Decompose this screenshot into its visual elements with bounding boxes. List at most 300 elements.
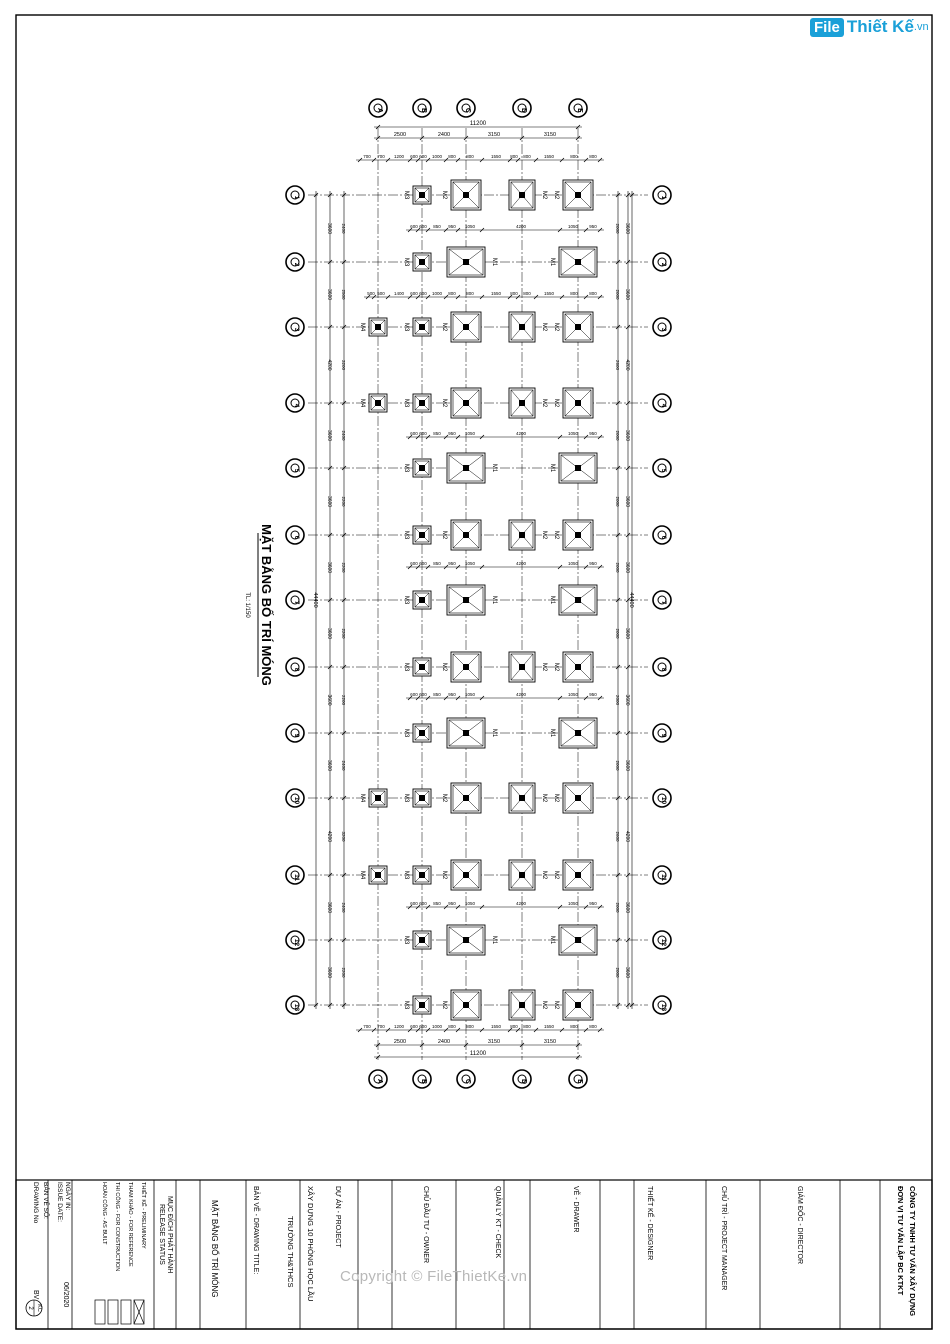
column-section — [463, 532, 469, 538]
tb-release-checkbox — [95, 1300, 105, 1324]
column-section — [519, 192, 525, 198]
footing-label: M3 — [403, 1000, 409, 1010]
dim-text: 850 — [433, 561, 441, 566]
column-section — [419, 192, 425, 198]
dim-text: 700 — [377, 154, 385, 159]
tb-release-option: THAM KHẢO - FOR REFERENCE — [127, 1182, 133, 1267]
plan-title: MẶT BẰNG BỐ TRÍ MÓNG — [259, 524, 274, 686]
footing-label: M3 — [403, 595, 409, 605]
footing-label: M1 — [491, 935, 497, 945]
dim-text: 800 — [523, 291, 531, 296]
column-section — [575, 597, 581, 603]
footing-label: M1 — [549, 463, 555, 473]
dim-text: 800 — [448, 1024, 456, 1029]
footing-label: M3 — [403, 463, 409, 473]
column-section — [375, 400, 381, 406]
axis-label-row: 5 — [293, 468, 300, 473]
axis-label-col: D — [520, 107, 527, 114]
dim-text: 1050 — [464, 561, 476, 566]
column-section — [419, 795, 425, 801]
tb-company: CÔNG TY TNHH TƯ VẤN XÂY DỰNG — [908, 1186, 917, 1317]
dim-text: 800 — [570, 291, 578, 296]
footing-label: M2 — [541, 870, 547, 880]
dim-text: 2600 — [615, 831, 620, 842]
axis-label-row: 2 — [660, 262, 667, 267]
dim-text: 800 — [523, 154, 531, 159]
column-section — [519, 324, 525, 330]
dim-text: 950 — [448, 692, 456, 697]
tb-drawing-title-label: BẢN VẼ - DRAWING TITLE: — [252, 1186, 259, 1275]
filethietke-logo — [810, 14, 929, 40]
axis-label-row: 9 — [660, 733, 667, 738]
dim-text: 850 — [433, 224, 441, 229]
axis-label-col: A — [376, 1078, 383, 1085]
plan-scale: TL: 1/150 — [244, 592, 250, 618]
footing-label: M2 — [441, 322, 447, 332]
tb-release-option: THI CÔNG - FOR CONSTRUCTION — [114, 1182, 120, 1272]
dim-text: 600 — [419, 901, 427, 906]
dim-text: 3600 — [326, 429, 332, 442]
column-section — [419, 532, 425, 538]
dim-text: 800 — [448, 291, 456, 296]
dim-text: 600 — [419, 561, 427, 566]
dim-text: 600 — [419, 431, 427, 436]
dim-text: 600 — [419, 154, 427, 159]
dim-text: 2400 — [341, 902, 346, 913]
footing-label: M2 — [441, 1000, 447, 1010]
dim-text: 800 — [589, 291, 597, 296]
column-section — [419, 730, 425, 736]
dim-text: 2000 — [615, 223, 620, 234]
dim-text: 800 — [510, 1024, 518, 1029]
dim-text: 3600 — [326, 495, 332, 508]
column-section — [419, 1002, 425, 1008]
tb-owner: CHỦ ĐẦU TƯ - OWNER — [422, 1186, 429, 1264]
title-block-frame — [16, 1180, 932, 1329]
dim-text: 1000 — [431, 1024, 443, 1029]
footing-label: M3 — [403, 662, 409, 672]
footing-label: M2 — [553, 1000, 559, 1010]
axis-label-col: C — [464, 107, 471, 114]
dim-text: 2000 — [615, 967, 620, 978]
column-section — [575, 872, 581, 878]
footing-label: M2 — [441, 870, 447, 880]
dim-text: 1050 — [464, 692, 476, 697]
dim-text: 800 — [589, 1024, 597, 1029]
column-section — [419, 872, 425, 878]
dim-text: 3150 — [487, 132, 501, 138]
column-section — [419, 664, 425, 670]
dim-text: 11200 — [469, 121, 487, 127]
tb-issue-label2: ISSUE DATE: — [56, 1182, 63, 1222]
dim-text: 2200 — [341, 694, 346, 706]
column-section — [575, 465, 581, 471]
dim-text: 1550 — [543, 1024, 555, 1029]
dim-text: 1050 — [567, 224, 579, 229]
footing-label: M2 — [553, 662, 559, 672]
dim-text: 3600 — [326, 222, 332, 235]
tb-issue-date: 06/2020 — [62, 1282, 69, 1308]
dim-text: 2000 — [615, 628, 620, 639]
logo-brand: File — [810, 18, 844, 37]
column-section — [463, 192, 469, 198]
dim-text: 850 — [433, 901, 441, 906]
dim-text: 3600 — [624, 901, 630, 914]
dim-text: 3600 — [326, 901, 332, 914]
dim-text: 3600 — [624, 966, 630, 979]
tb-designer: THIẾT KẾ - DESIGNER — [646, 1186, 653, 1261]
tb-drawing-no-label1: BẢN VẼ SỐ: — [42, 1182, 49, 1219]
tb-unit: ĐƠN VỊ TƯ VẤN LẬP BC KTKT — [896, 1186, 905, 1296]
dim-text: 1050 — [567, 561, 579, 566]
axis-label-col: E — [576, 108, 583, 113]
column-section — [463, 400, 469, 406]
axis-label-row: 12 — [660, 938, 667, 947]
footing-label: M1 — [549, 728, 555, 738]
dim-text: 3600 — [326, 966, 332, 979]
tb-release-option: THIẾT KẾ - PRELIMINARY — [140, 1182, 146, 1249]
footing-label: M1 — [491, 595, 497, 605]
dim-text: 3600 — [624, 694, 630, 706]
axis-label-row: 3 — [660, 327, 667, 332]
axis-label-row: 8 — [660, 667, 667, 672]
axis-label-row: 2 — [293, 262, 300, 267]
axis-label-col: A — [376, 107, 383, 114]
dim-text: 3150 — [543, 1039, 557, 1045]
column-section — [419, 465, 425, 471]
dim-text: 2200 — [341, 496, 346, 507]
tb-release-label1: MỤC ĐÍCH PHÁT HÀNH — [166, 1196, 173, 1274]
dim-text: 600 — [410, 561, 418, 566]
dim-text: 3600 — [624, 222, 630, 235]
dim-text: 600 — [410, 1024, 418, 1029]
column-section — [575, 795, 581, 801]
axis-label-col: B — [420, 107, 427, 114]
axis-label-col: D — [520, 1078, 527, 1085]
column-section — [575, 532, 581, 538]
dim-text: 800 — [570, 1024, 578, 1029]
axis-label-col: B — [420, 1078, 427, 1085]
axis-label-row: 13 — [293, 1003, 300, 1012]
footing-label: M3 — [403, 728, 409, 738]
dim-text: 4200 — [515, 901, 527, 906]
axis-label-row: 13 — [660, 1003, 667, 1012]
dim-text: 1050 — [464, 431, 476, 436]
axis-label-row: 1 — [660, 195, 667, 200]
axis-label-row: 11 — [660, 874, 667, 881]
column-section — [575, 664, 581, 670]
column-section — [375, 795, 381, 801]
dim-text: 3150 — [543, 132, 557, 138]
tb-checker: QUẢN LÝ KT - CHECK — [494, 1186, 501, 1259]
column-section — [463, 937, 469, 943]
column-section — [463, 1002, 469, 1008]
dim-text: 500 — [377, 291, 385, 296]
axis-label-row: 10 — [293, 796, 300, 805]
dim-text: 2500 — [393, 132, 407, 138]
dim-text: 3600 — [326, 627, 332, 640]
dim-text: 950 — [448, 431, 456, 436]
tb-director: GIÁM ĐỐC - DIRECTOR — [796, 1186, 803, 1265]
dim-text: 1400 — [393, 291, 405, 296]
dim-text: 850 — [433, 692, 441, 697]
dim-text: 1050 — [567, 431, 579, 436]
dim-text: 4200 — [624, 830, 630, 843]
footing-label: M2 — [441, 190, 447, 200]
column-section — [519, 872, 525, 878]
dim-text: 800 — [510, 291, 518, 296]
column-section — [463, 664, 469, 670]
column-section — [575, 937, 581, 943]
footing-label: M2 — [441, 530, 447, 540]
dim-text: 1050 — [567, 692, 579, 697]
axis-label-row: 1 — [293, 195, 300, 200]
footing-label: M2 — [553, 870, 559, 880]
footing-label: M4 — [359, 793, 365, 803]
dim-text: 600 — [419, 692, 427, 697]
plan-title-group — [244, 524, 274, 686]
footing-label: M1 — [491, 463, 497, 473]
column-section — [575, 324, 581, 330]
dim-text: 44400 — [312, 592, 318, 608]
dim-text: 700 — [363, 1024, 371, 1029]
axis-label-row: 7 — [660, 600, 667, 605]
axis-label-row: 4 — [660, 403, 667, 408]
dim-text: 2000 — [615, 496, 620, 507]
dim-text: 2400 — [437, 1039, 451, 1045]
dim-text: 600 — [410, 154, 418, 159]
axis-label-row: 3 — [293, 327, 300, 332]
column-section — [575, 192, 581, 198]
footing-label: M2 — [541, 662, 547, 672]
dim-text: 2400 — [341, 223, 346, 234]
dim-text: 1000 — [431, 291, 443, 296]
footing-label: M2 — [541, 793, 547, 803]
dim-text: 3600 — [326, 561, 332, 574]
dim-text: 2000 — [615, 694, 620, 706]
axis-label-row: 6 — [660, 535, 667, 540]
footing-label: M4 — [359, 870, 365, 880]
footing-label: M2 — [541, 1000, 547, 1010]
footing-label: M2 — [553, 530, 559, 540]
tb-project-manager: CHỦ TRÌ - PROJECT MANAGER — [720, 1186, 727, 1291]
tb-release-checkbox — [108, 1300, 118, 1324]
footing-label: M3 — [403, 870, 409, 880]
dim-text: 800 — [466, 1024, 474, 1029]
footing-label: M4 — [359, 398, 365, 408]
column-section — [419, 937, 425, 943]
column-section — [463, 872, 469, 878]
column-section — [519, 1002, 525, 1008]
footing-label: M1 — [549, 595, 555, 605]
tb-release-option: HOÀN CÔNG - AS BUILT — [101, 1182, 107, 1245]
dim-text: 2000 — [615, 430, 620, 441]
dim-text: 4200 — [326, 830, 332, 843]
axis-label-row: 6 — [293, 535, 300, 540]
dim-text: 4200 — [515, 431, 527, 436]
dim-text: 2500 — [341, 289, 346, 300]
dim-text: 600 — [410, 291, 418, 296]
footing-label: M3 — [403, 190, 409, 200]
footing-label: M1 — [549, 257, 555, 267]
axis-label-row: 5 — [660, 468, 667, 473]
column-section — [519, 400, 525, 406]
dim-text: 800 — [466, 154, 474, 159]
dim-text: 3600 — [326, 694, 332, 706]
dim-text: 2400 — [341, 430, 346, 441]
dim-text: 4200 — [515, 224, 527, 229]
footing-label: M2 — [553, 322, 559, 332]
dim-text: 600 — [410, 692, 418, 697]
tb-release-checkbox — [121, 1300, 131, 1324]
dim-text: 2500 — [393, 1039, 407, 1045]
column-section — [463, 324, 469, 330]
footing-label: M2 — [541, 322, 547, 332]
tb-project-line2: TRƯỜNG TH&THCS — [286, 1216, 295, 1288]
dim-text: 44400 — [628, 592, 634, 608]
axis-label-row: 9 — [293, 733, 300, 738]
dim-text: 2000 — [615, 902, 620, 913]
dim-text: 950 — [589, 901, 597, 906]
footing-label: M2 — [541, 398, 547, 408]
tb-release-label2: RELEASE STATUS — [158, 1204, 165, 1265]
logo-name: Thiết Kế — [846, 17, 914, 36]
dim-text: 950 — [589, 692, 597, 697]
tb-project-label: DỰ ÁN - PROJECT — [334, 1186, 341, 1248]
dim-text: 800 — [589, 154, 597, 159]
dim-text: 700 — [363, 154, 371, 159]
dim-text: 1200 — [393, 1024, 405, 1029]
dim-text: 2200 — [341, 967, 346, 978]
footing-label: M3 — [403, 398, 409, 408]
dim-text: 700 — [377, 1024, 385, 1029]
footing-label: M1 — [491, 728, 497, 738]
footing-label: M2 — [553, 793, 559, 803]
axis-label-row: 4 — [293, 403, 300, 408]
tb-drawing-no-bottom: 2 — [27, 1306, 33, 1310]
dim-text: 2000 — [615, 562, 620, 573]
dim-text: 800 — [570, 154, 578, 159]
column-section — [463, 465, 469, 471]
tb-issue-label1: NGÀY IN: — [64, 1182, 71, 1211]
dim-text: 800 — [466, 291, 474, 296]
dim-text: 600 — [410, 224, 418, 229]
footing-label: M1 — [491, 257, 497, 267]
column-section — [419, 324, 425, 330]
footing-label: M2 — [553, 398, 559, 408]
dim-text: 950 — [589, 561, 597, 566]
dim-text: 2600 — [615, 359, 620, 371]
title-block — [16, 1180, 932, 1329]
tb-drawing-no-prefix: BV — [32, 1290, 39, 1300]
dim-text: 3600 — [326, 759, 332, 772]
dim-text: 800 — [510, 154, 518, 159]
axis-label-row: 10 — [660, 796, 667, 805]
tb-drawing-no-top: KC — [36, 1304, 42, 1312]
dim-text: 1000 — [431, 154, 443, 159]
dim-text: 4200 — [515, 561, 527, 566]
column-section — [375, 324, 381, 330]
column-section — [463, 730, 469, 736]
dim-text: 1200 — [393, 154, 405, 159]
dim-text: 3150 — [487, 1039, 501, 1045]
axis-label-row: 8 — [293, 667, 300, 672]
dim-text: 2000 — [615, 760, 620, 771]
column-section — [419, 259, 425, 265]
dim-text: 800 — [448, 154, 456, 159]
dim-text: 1050 — [567, 901, 579, 906]
footing-label: M2 — [541, 530, 547, 540]
column-section — [463, 795, 469, 801]
footing-label: M3 — [403, 257, 409, 267]
column-section — [519, 532, 525, 538]
axis-label-row: 12 — [293, 938, 300, 947]
copyright-watermark: Copyright © FileThietKe.vn — [340, 1268, 528, 1285]
column-section — [375, 872, 381, 878]
dim-text: 4200 — [624, 359, 630, 371]
dim-text: 2000 — [615, 289, 620, 300]
dim-text: 1550 — [490, 291, 502, 296]
axis-label-col: C — [464, 1078, 471, 1085]
dim-text: 1050 — [464, 224, 476, 229]
dim-text: 600 — [419, 1024, 427, 1029]
dim-text: 950 — [448, 901, 456, 906]
column-section — [463, 259, 469, 265]
footing-label: M4 — [359, 322, 365, 332]
dim-text: 600 — [410, 431, 418, 436]
dim-text: 2400 — [437, 132, 451, 138]
footing-label: M1 — [549, 935, 555, 945]
column-section — [463, 597, 469, 603]
footing-label: M2 — [553, 190, 559, 200]
dim-text: 3600 — [624, 561, 630, 574]
tb-drawing-title: MẶT BẰNG BỐ TRÍ MÓNG — [210, 1200, 219, 1298]
logo-domain: .vn — [913, 21, 929, 33]
dim-text: 600 — [419, 224, 427, 229]
dim-text: 950 — [589, 431, 597, 436]
dim-text: 3600 — [624, 495, 630, 508]
dim-text: 1550 — [490, 154, 502, 159]
tb-drawing-no-label2: DRAWING No — [32, 1182, 39, 1224]
dim-text: 600 — [410, 901, 418, 906]
axis-label-row: 7 — [293, 600, 300, 605]
dim-text: 2400 — [341, 760, 346, 771]
dim-text: 950 — [589, 224, 597, 229]
dim-text: 3600 — [624, 759, 630, 772]
axis-label-col: E — [576, 1079, 583, 1084]
dim-text: 3200 — [341, 831, 346, 842]
dim-text: 1550 — [543, 291, 555, 296]
dim-text: 4200 — [515, 692, 527, 697]
footing-label: M2 — [441, 398, 447, 408]
column-section — [575, 259, 581, 265]
dim-text: 950 — [448, 224, 456, 229]
footing-label: M2 — [541, 190, 547, 200]
column-section — [575, 1002, 581, 1008]
column-section — [419, 597, 425, 603]
dim-text: 950 — [448, 561, 456, 566]
dim-text: 4200 — [326, 359, 332, 371]
dim-text: 3600 — [624, 627, 630, 640]
dim-text: 2200 — [341, 628, 346, 639]
dim-text: 3200 — [341, 359, 346, 371]
dim-text: 500 — [367, 291, 375, 296]
dim-text: 11200 — [469, 1051, 487, 1057]
footing-label: M2 — [441, 793, 447, 803]
column-section — [419, 400, 425, 406]
dim-text: 1550 — [543, 154, 555, 159]
dim-text: 1050 — [464, 901, 476, 906]
